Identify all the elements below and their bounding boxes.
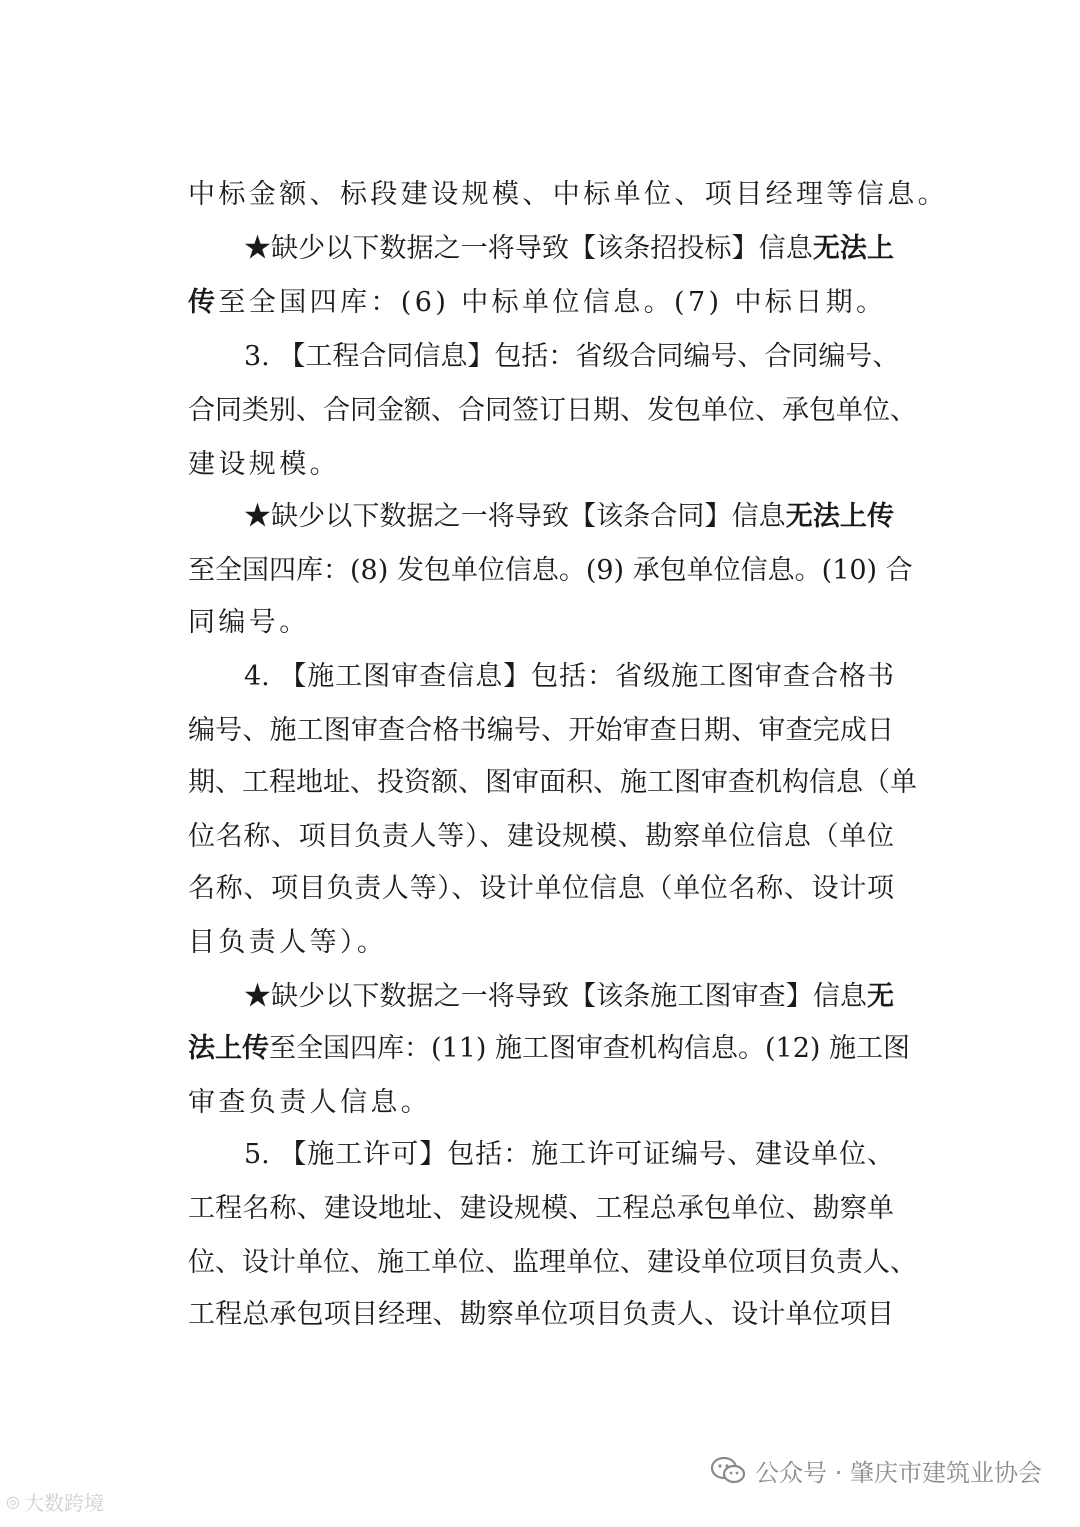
wechat-watermark: [711, 1453, 1042, 1488]
paragraph-line: [244, 222, 894, 276]
bold-text: 无法上: [812, 233, 895, 264]
text-span: ★缺少以下数据之一将导致【该条合同】信息: [244, 501, 786, 532]
paragraph-line: [244, 490, 894, 544]
bold-text: 传: [188, 287, 219, 318]
paragraph-line: 合同类别、合同金额、合同签订日期、发包单位、承包单位、: [188, 395, 917, 426]
text-span: ★缺少以下数据之一将导致【该条施工图审查】信息: [244, 981, 867, 1012]
paragraph-line: 工程总承包项目经理、勘察单位项目负责人、设计单位项目: [188, 1299, 894, 1330]
paragraph-line: 至全国四库：(8) 发包单位信息。(9) 承包单位信息。(10) 合: [188, 555, 913, 586]
paragraph-line: 编号、施工图审查合格书编号、开始审查日期、审查完成日: [188, 715, 894, 746]
corner-watermark: [6, 1487, 104, 1516]
paragraph-line: 工程名称、建设地址、建设规模、工程总承包单位、勘察单: [188, 1193, 894, 1224]
text-span: 至全国四库：(6) 中标单位信息。(7) 中标日期。: [218, 287, 887, 318]
text-span: 至全国四库：(11) 施工图审查机构信息。(12) 施工图: [269, 1033, 911, 1064]
corner-logo-icon: ◎: [6, 1492, 20, 1511]
bold-text: 无: [867, 981, 894, 1012]
paragraph-line: 建设规模。: [188, 449, 340, 480]
paragraph-line: 名称、项目负责人等）、设计单位信息（单位名称、设计项: [188, 873, 894, 904]
paragraph-line: 同编号。: [188, 607, 310, 638]
paragraph-line: [188, 276, 894, 330]
paragraph-line: 期、工程地址、投资额、图审面积、施工图审查机构信息（单: [188, 767, 917, 798]
paragraph-line: 位名称、项目负责人等）、建设规模、勘察单位信息（单位: [188, 821, 894, 852]
paragraph-line: [188, 1022, 911, 1076]
paragraph-line: 3. 【工程合同信息】包括：省级合同编号、合同编号、: [244, 341, 900, 372]
paragraph-line: 5. 【施工许可】包括：施工许可证编号、建设单位、: [244, 1139, 894, 1170]
bold-text: 法上传: [188, 1033, 269, 1064]
paragraph-line: 4. 【施工图审查信息】包括：省级施工图审查合格书: [244, 661, 894, 692]
wechat-icon: [711, 1456, 745, 1486]
watermark-text: 公众号 · 肇庆市建筑业协会: [755, 1459, 1042, 1487]
paragraph-line: [244, 970, 894, 1024]
text-span: ★缺少以下数据之一将导致【该条招投标】信息: [244, 233, 813, 264]
paragraph-line: 审查负责人信息。: [188, 1087, 432, 1118]
bold-text: 无法上传: [785, 501, 895, 532]
paragraph-line: 中标金额、标段建设规模、中标单位、项目经理等信息。: [188, 179, 948, 210]
corner-watermark-text: 大数跨境: [23, 1491, 104, 1515]
paragraph-line: 目负责人等）。: [188, 927, 388, 958]
paragraph-line: 位、设计单位、施工单位、监理单位、建设单位项目负责人、: [188, 1247, 917, 1278]
